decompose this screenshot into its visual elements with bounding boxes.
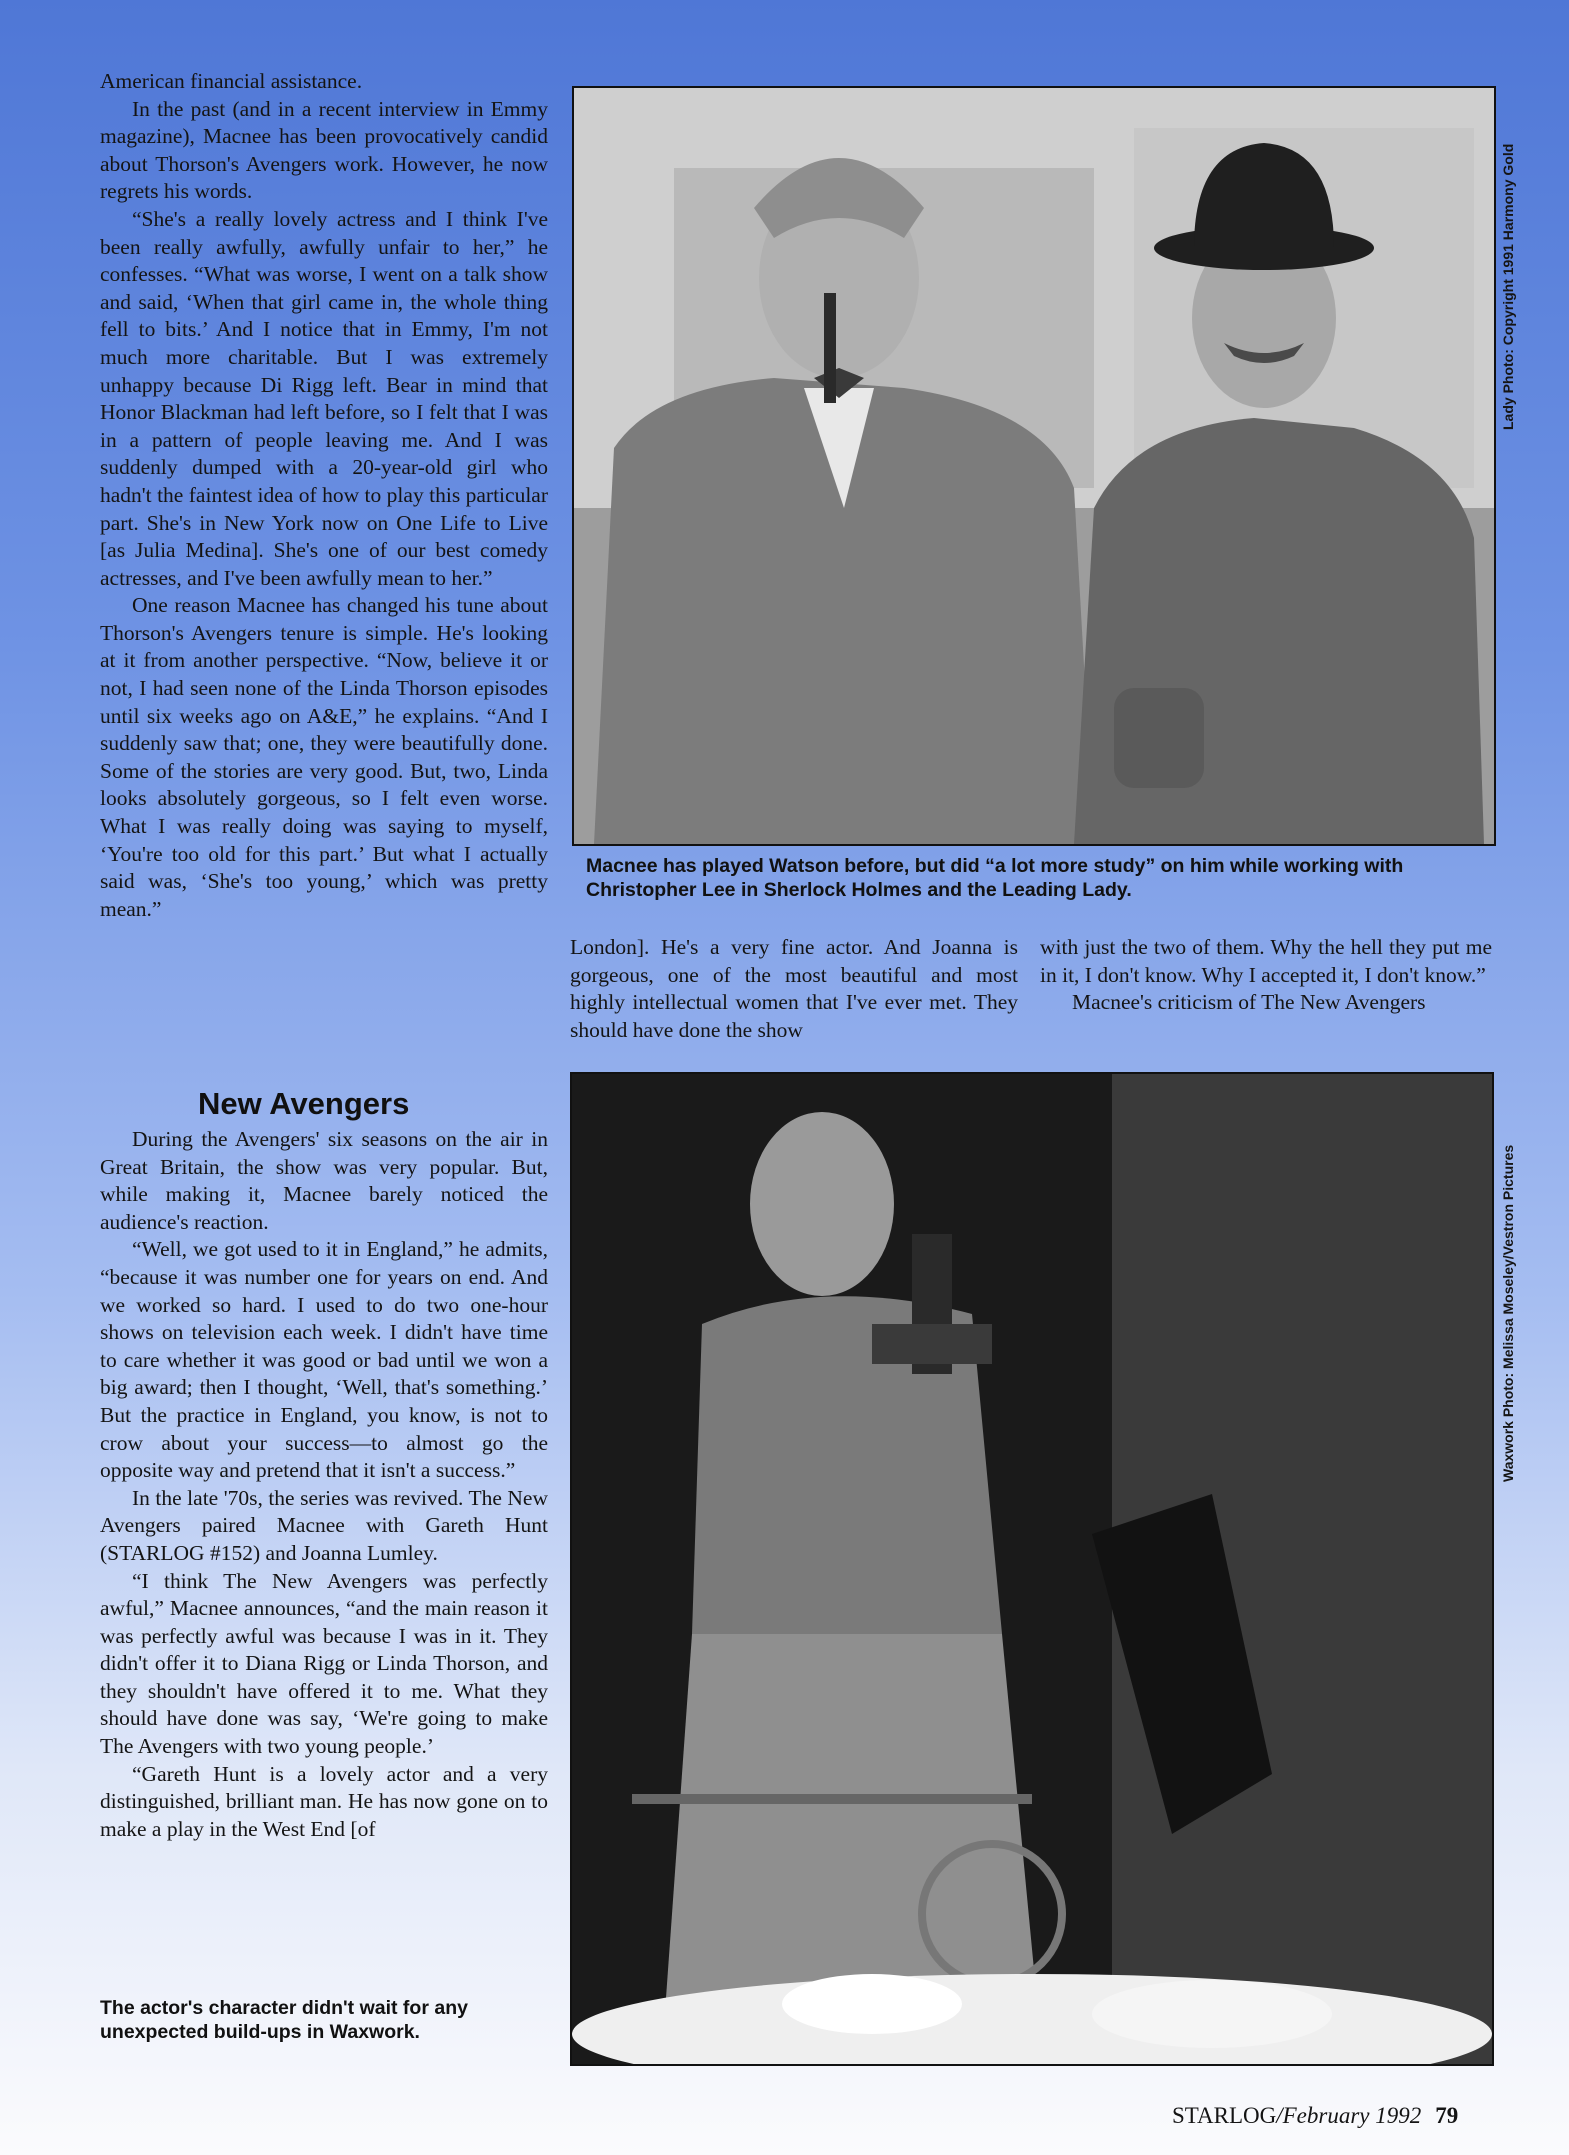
paragraph: During the Avengers' six seasons on the air in Great Britain, the show was very popular. But, while making it, Macnee barely noticed the audience's reaction. [100,1127,548,1234]
page-number: 79 [1435,2103,1459,2128]
left-column-top [100,68,548,923]
caption-text: Macnee has played Watson before, but did “a lot more study” on him while working with Christopher Lee in Sherlock Holmes and the Leading Lady. [586,855,1404,901]
paragraph: Macnee's criticism of The New Avengers [1072,990,1426,1015]
caption-text: The actor's character didn't wait for any unexpected build-ups in Waxwork. [100,1997,468,2043]
paragraph: American financial assistance. [100,69,363,93]
photo-illustration [572,1074,1492,2064]
left-column-bottom [100,1126,548,1843]
section-subhead: New Avengers [198,1086,410,1121]
paragraph: “I think The New Avengers was perfectly awful,” Macnee announces, “and the main reason it was perfectly awful was because I was in it. They didn't offer it to Diana Rigg or Linda Thorson, and they shouldn't have offered it to me. What they should have done was say, ‘We're going to make The Avengers with two young people.’ [100,1568,548,1759]
photo-caption [100,1996,560,2044]
paragraph: London]. He's a very fine actor. And Joanna is gorgeous, one of the most beautiful and most highly intellectual women that I've ever met. They should have done the show [570,935,1018,1042]
paragraph: “Well, we got used to it in England,” he admits, “because it was number one for years on end. And we worked so hard. I used to do two one-hour shows on television each week. I didn't have time to care whether it was good or bad until we won a big award; then I thought, ‘Well, that's something.’ But the practice in England, you know, is not to crow about your success—to almost go the opposite way and pretend that it isn't a success.” [100,1237,548,1483]
photo-credit: Waxwork Photo: Melissa Moseley/Vestron Pictures [1500,1144,1516,1482]
photo-illustration [574,88,1494,844]
issue-date: /February 1992 [1276,2103,1422,2128]
paragraph: “She's a really lovely actress and I think I've been really awfully, awfully unfair to her,” he confesses. “What was worse, I went on a talk show and said, ‘When that girl came in, the whole thing fell to bits.’ And I notice that in Emmy, I'm not much more charitable. But I was extremely unhappy because Di Rigg left. Bear in mind that Honor Blackman had left before, so I felt that I was in a pattern of people leaving me. And I was suddenly dumped with a 20-year-old girl who hadn't the faintest idea of how to play this particular part. She's in New York now on One Life to Live [as Julia Medina]. She's one of our best comedy actresses, and I've been awfully mean to her.” [100,206,548,590]
photo-credit: Lady Photo: Copyright 1991 Harmony Gold [1500,143,1516,430]
paragraph: In the late '70s, the series was revived. The New Avengers paired Macnee with Gareth Hunt (STARLOG #152) and Joanna Lumley. [100,1485,548,1565]
paragraph: One reason Macnee has changed his tune about Thorson's Avengers tenure is simple. He's looking at it from another perspective. “Now, believe it or not, I had seen none of the Linda Thorson episodes until six weeks ago on A&E,” he explains. “And I suddenly saw that; one, they were beautifully done. Some of the stories are very good. But, two, Linda looks absolutely gorgeous, so I felt even worse. What I was really doing was saying to myself, ‘You're too old for this part.’ But what I actually said was, ‘She's too young,’ which was pretty mean.” [100,593,548,921]
waxwork-photo [570,1072,1494,2066]
magazine-name: STARLOG [1172,2103,1277,2128]
paragraph: In the past (and in a recent interview in Emmy magazine), Macnee has been provocatively candid about Thorson's Avengers work. However, he now regrets his words. [100,96,548,204]
middle-column [570,934,1018,1044]
page-footer [1172,2103,1458,2129]
paragraph: “Gareth Hunt is a lovely actor and a very distinguished, brilliant man. He has now gone on to make a play in the West End [of [100,1761,548,1841]
photo-caption [586,854,1486,902]
paragraph: with just the two of them. Why the hell they put me in it, I don't know. Why I accepted it, I don't know.” [1040,935,1492,987]
right-column [1040,934,1492,1017]
holmes-watson-photo [572,86,1496,846]
